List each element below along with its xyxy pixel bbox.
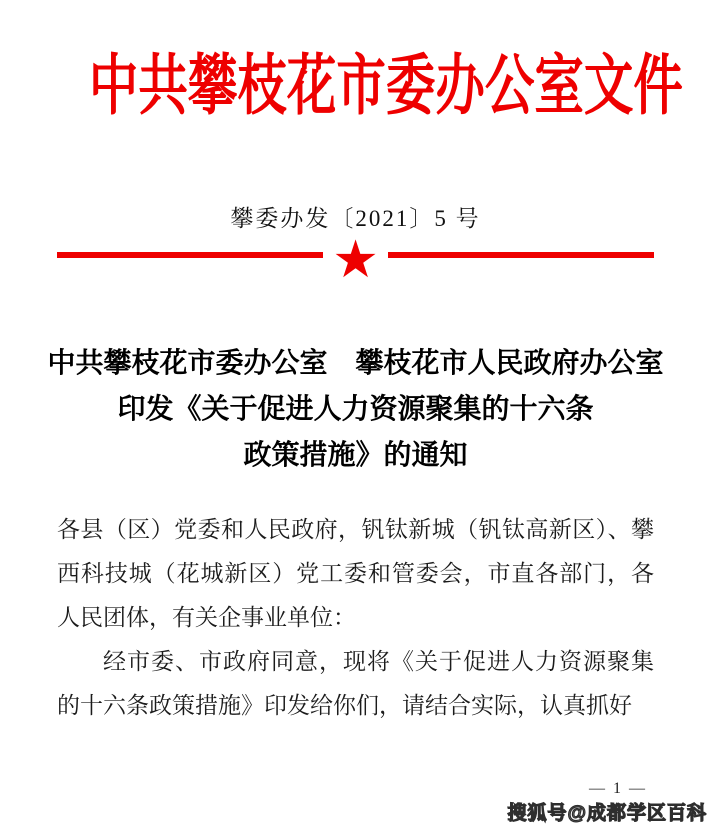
document-masthead-title: 中共攀枝花市委办公室文件 xyxy=(88,50,683,123)
notice-paragraph: 经市委、市政府同意，现将《关于促进人力资源聚集的十六条政策措施》印发给你们，请结合实际，认真抓好 xyxy=(57,648,654,718)
document-body xyxy=(57,508,654,728)
document-title-line-1: 中共攀枝花市委办公室 攀枝花市人民政府办公室 xyxy=(47,346,664,378)
document-title-line-3: 政策措施》的通知 xyxy=(243,438,468,470)
document-title-line-2: 印发《关于促进人力资源聚集的十六条 xyxy=(117,392,594,424)
document-number: 攀委办发〔2021〕5 号 xyxy=(230,205,481,231)
divider-line-left xyxy=(57,252,323,258)
document-title xyxy=(0,340,711,478)
header-divider: ★ xyxy=(57,252,654,258)
divider-line-right xyxy=(388,252,654,258)
watermark-text: 搜狐号@成都学区百科 xyxy=(507,803,707,824)
recipients-paragraph: 各县（区）党委和人民政府，钒钛新城（钒钛高新区）、攀西科技城（花城新区）党工委和管委会，市直各部门，各人民团体，有关企事业单位： xyxy=(57,516,654,630)
page-number: — 1 — xyxy=(589,780,647,797)
